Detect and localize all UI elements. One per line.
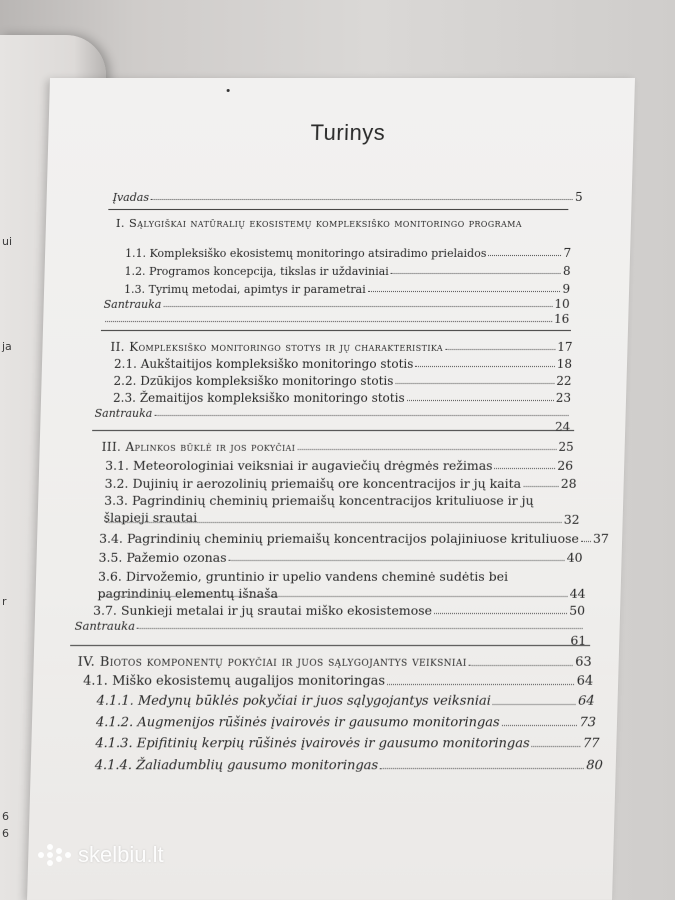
toc-entry-page-line: 44	[97, 586, 585, 601]
toc-entry-multiline: 3.3. Pagrindinių cheminių priemaišų koncentracijos krituliuose ir jų šlapieji srautai	[103, 493, 534, 525]
left-page-fragment: 6	[2, 810, 9, 823]
toc-entry: 3.5. Pažemio ozonas 40	[98, 550, 583, 565]
watermark-text: skelbiu.lt	[78, 842, 164, 867]
section-divider	[92, 430, 574, 431]
toc-entry: 3.1. Meteorologiniai veiksniai ir augaviečių drėgmės režimas 26	[104, 458, 574, 473]
section-heading-2: II. Kompleksiško monitoringo stotys ir jų charakteristika 17	[110, 340, 573, 354]
section-divider	[70, 645, 590, 646]
toc-entry: 4.1.4. Žaliadumblių gausumo monitoringas 80	[94, 758, 604, 773]
skelbiu-logo-icon	[38, 844, 72, 866]
section-divider	[101, 330, 571, 331]
page-title: Turinys	[310, 120, 386, 145]
section-heading-4: IV. Biotos komponentų pokyčiai ir juos sąlygojantys veiksniai 63	[77, 655, 592, 670]
table-of-contents	[27, 78, 635, 900]
toc-entry: 4.1.2. Augmenijos rūšinės įvairovės ir gausumo monitoringas 73	[95, 715, 597, 730]
toc-entry-page-line: 32	[103, 512, 579, 527]
toc-entry-summary-page: 24	[554, 420, 571, 434]
toc-entry: 3.7. Sunkieji metalai ir jų srautai miško ekosistemose 50	[92, 603, 586, 618]
toc-entry: 1.2. Programos koncepcija, tikslas ir uždaviniai 8	[124, 264, 571, 278]
toc-entry: 2.3. Žemaitijos kompleksiško monitoringo stotis 23	[112, 391, 572, 405]
toc-entry: 4.1.1. Medynų būklės pokyčiai ir juos sąlygojantys veiksniai 64	[96, 694, 595, 709]
book-page	[27, 78, 635, 900]
left-page-fragment: ui	[2, 235, 13, 248]
toc-entry: 3.4. Pagrindinių cheminių priemaišų koncentracijos polajiniuose krituliuose 37	[98, 531, 610, 546]
left-page-fragment: 6	[2, 827, 9, 840]
toc-entry-summary: Santrauka 10	[103, 297, 570, 311]
section-heading-3: III. Aplinkos būklė ir jos pokyčiai 25	[101, 440, 574, 454]
toc-entry: 3.2. Dujinių ir aerozolinių priemaišų ore koncentracijos ir jų kaita 28	[104, 476, 577, 491]
toc-entry: 4.1. Miško ekosistemų augalijos monitoringas 64	[82, 674, 594, 689]
toc-entry-summary-page: 61	[570, 633, 587, 648]
left-page-fragment: r	[2, 595, 7, 608]
left-page-fragment: ja	[2, 340, 12, 353]
site-watermark	[38, 842, 164, 868]
toc-entry-intro: Įvadas 5	[112, 190, 583, 204]
toc-entry: 2.1. Aukštaitijos kompleksiško monitoringo stotis 18	[113, 357, 573, 371]
toc-entry: 1.3. Tyrimų metodai, apimtys ir parametrai 9	[123, 282, 571, 296]
section-heading-1: I. Sąlygiškai natūralių ekosistemų kompleksiško monitoringo programa	[115, 216, 523, 230]
toc-entry-summary: Santrauka	[74, 619, 584, 633]
toc-entry: 1.1. Kompleksiško ekosistemų monitoringo atsiradimo prielaidos 7	[124, 246, 572, 260]
toc-entry-multiline: 3.6. Dirvožemio, gruntinio ir upelio vandens cheminė sudėtis bei pagrindinių elementų išnaša	[97, 569, 509, 601]
toc-entry: 4.1.3. Epifitinių kerpių rūšinės įvairovės ir gausumo monitoringas 77	[95, 736, 600, 751]
toc-entry-end-page: 16	[103, 312, 569, 326]
toc-entry: 2.2. Dzūkijos kompleksiško monitoringo stotis 22	[113, 374, 572, 388]
toc-entry-summary: Santrauka	[94, 407, 570, 420]
section-divider	[108, 209, 568, 210]
